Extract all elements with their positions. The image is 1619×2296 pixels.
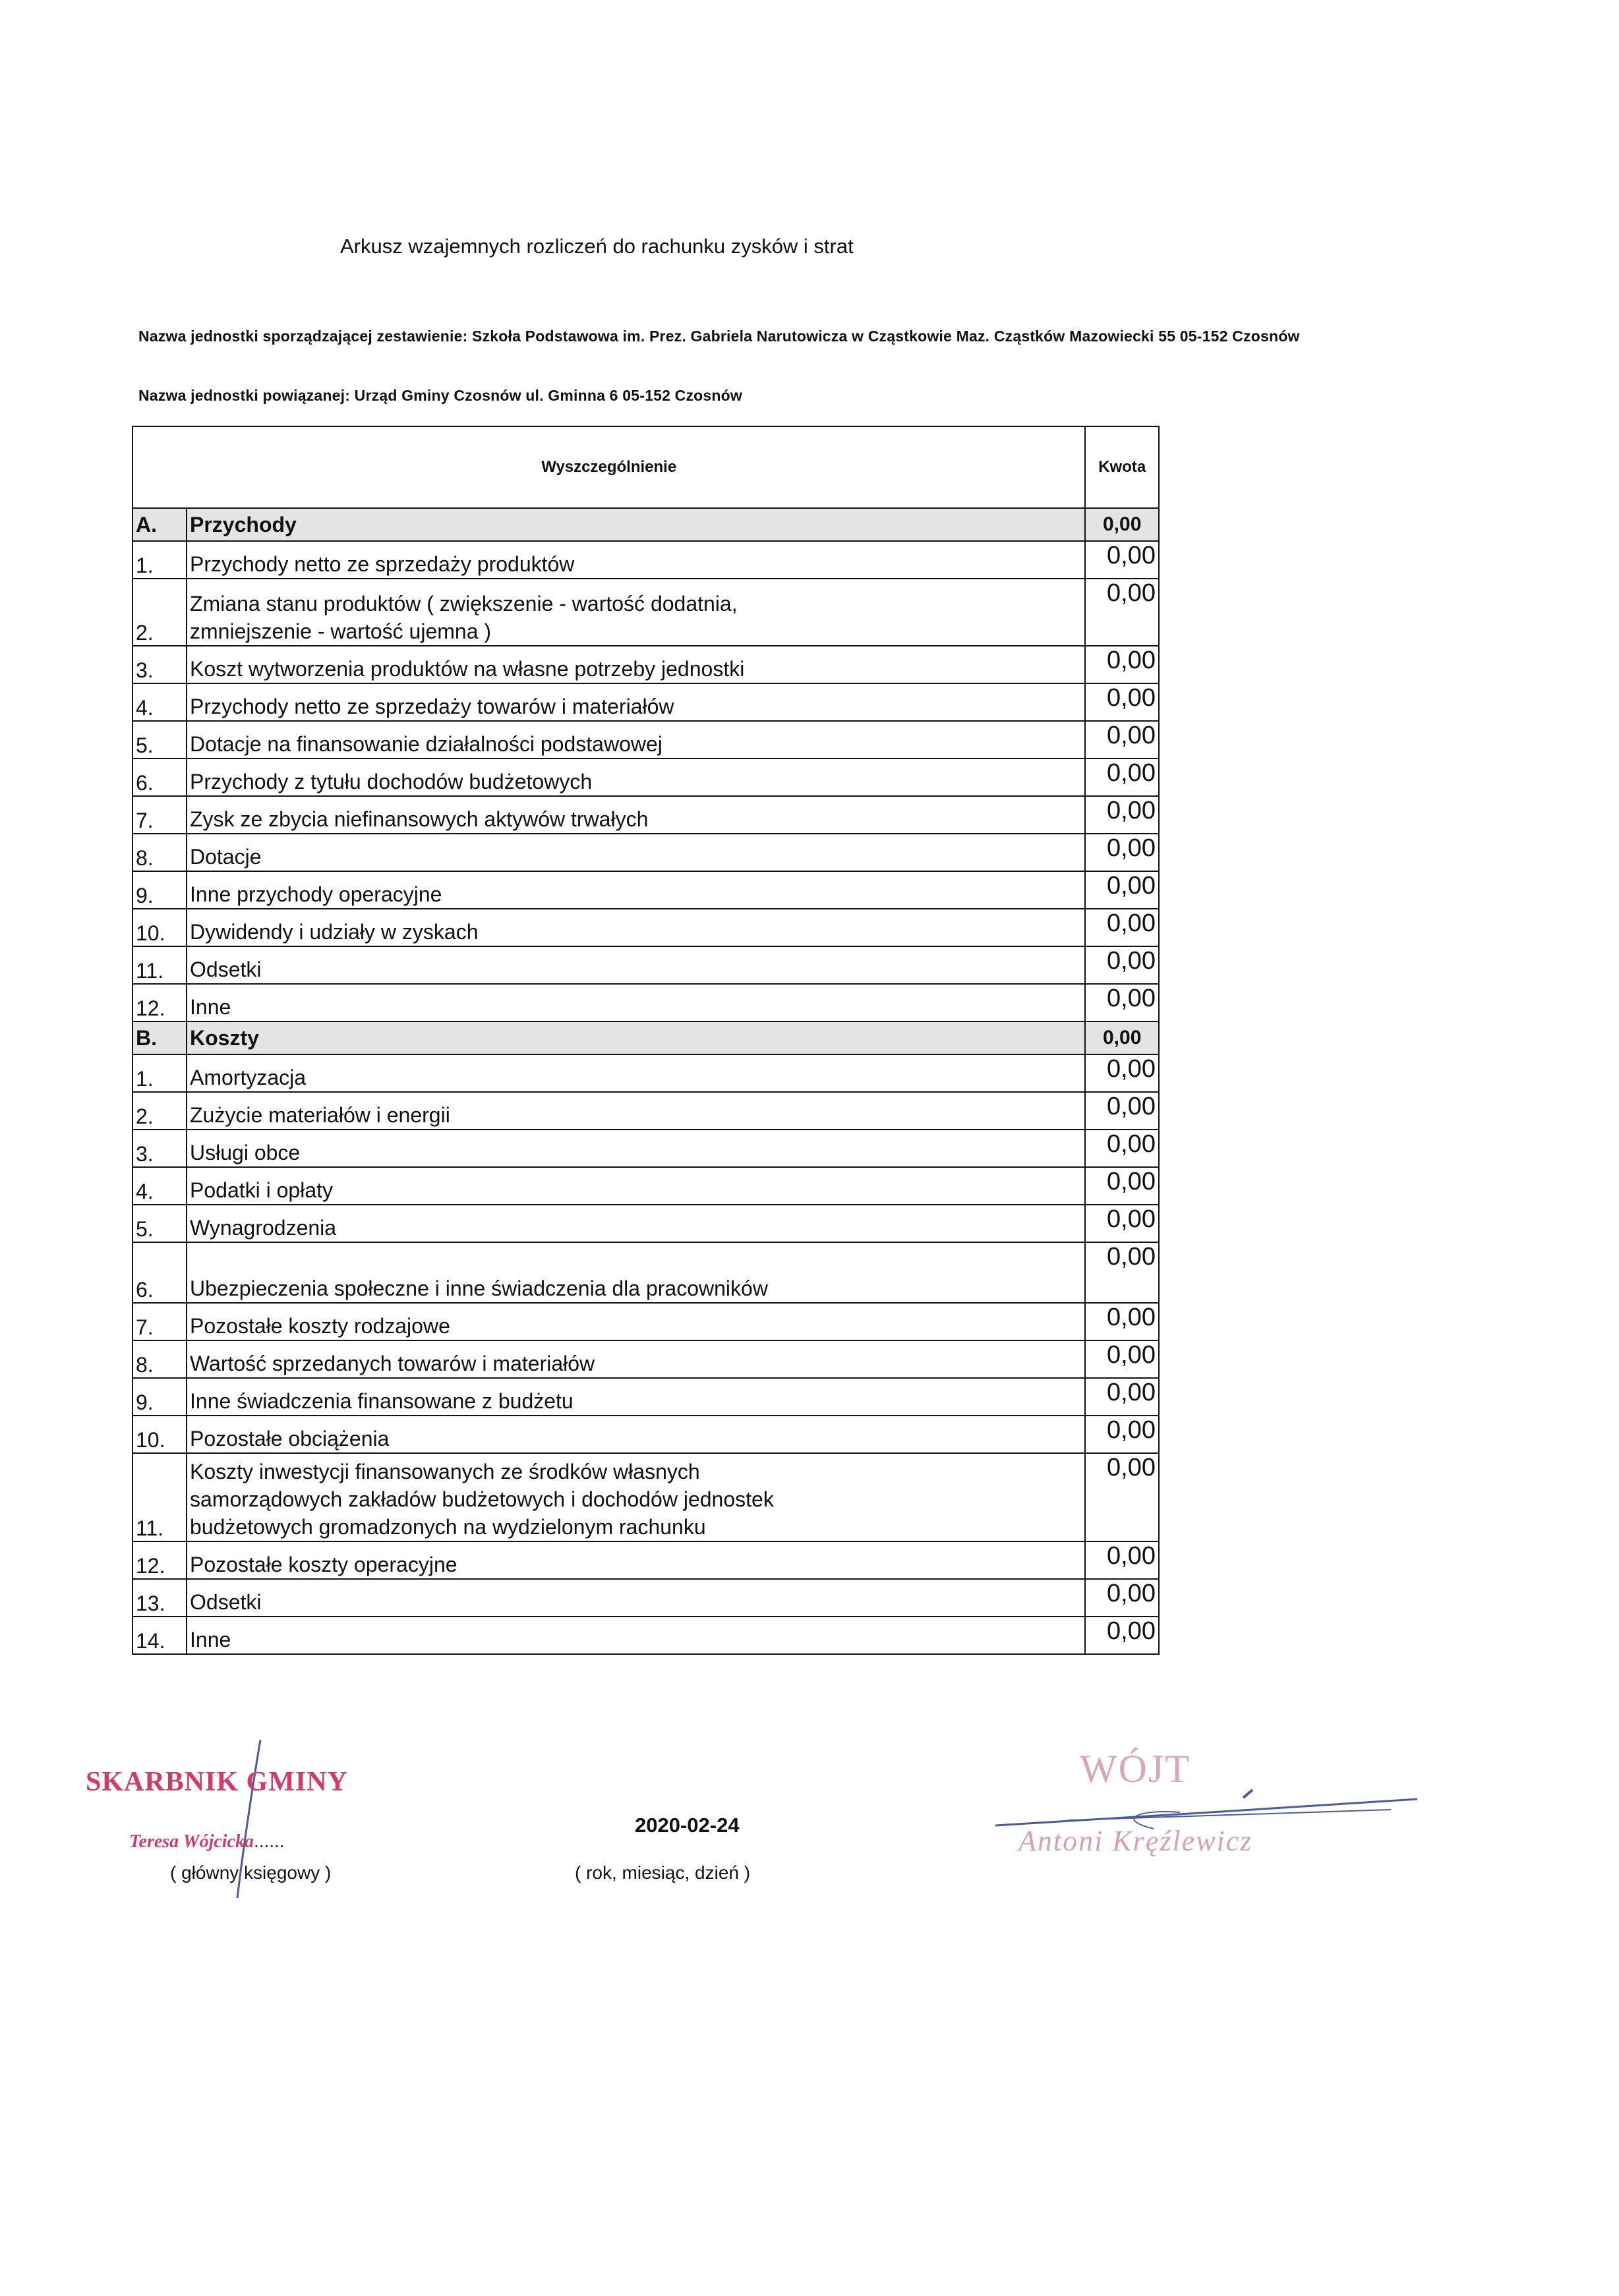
row-number: 3.	[132, 1130, 187, 1167]
related-unit-line: Nazwa jednostki powiązanej: Urząd Gminy Czosnów ul. Gminna 6 05-152 Czosnów	[138, 387, 743, 404]
row-number: 14.	[132, 1617, 187, 1654]
row-amount: 0,00	[1085, 909, 1159, 946]
row-number: 2.	[132, 1092, 187, 1130]
signature-dots: ......	[254, 1831, 285, 1851]
document-date: 2020-02-24	[635, 1814, 740, 1837]
row-number: 12.	[132, 1541, 187, 1579]
row-number: 3.	[132, 646, 187, 683]
row-number: 5.	[132, 721, 187, 759]
column-header-description: Wyszczególnienie	[132, 426, 1085, 508]
row-description: Pozostałe obciążenia	[187, 1416, 1085, 1453]
row-amount: 0,00	[1085, 1579, 1159, 1617]
row-number: 7.	[132, 796, 187, 834]
row-description: Wartość sprzedanych towarów i materiałów	[187, 1340, 1085, 1378]
row-description: Koszty inwestycji finansowanych ze środków własnych samorządowych zakładów budżetowych i dochodów jednostek budżetowych gromadzonych na wydzielonym rachunku	[187, 1453, 1085, 1541]
row-number: 1.	[132, 541, 187, 579]
row-amount: 0,00	[1085, 1054, 1159, 1092]
row-description: Dotacje	[187, 834, 1085, 871]
section-label: B.	[132, 1021, 187, 1054]
row-number: 6.	[132, 1242, 187, 1303]
treasurer-stamp: SKARBNIK GMINY	[86, 1767, 348, 1797]
row-number: 2.	[132, 579, 187, 646]
row-description: Przychody z tytułu dochodów budżetowych	[187, 759, 1085, 796]
row-description: Pozostałe koszty rodzajowe	[187, 1303, 1085, 1340]
row-description: Odsetki	[187, 946, 1085, 984]
row-number: 1.	[132, 1054, 187, 1092]
row-number: 6.	[132, 759, 187, 796]
row-number: 12.	[132, 984, 187, 1021]
row-amount: 0,00	[1085, 721, 1159, 759]
row-number: 4.	[132, 683, 187, 721]
row-number: 4.	[132, 1167, 187, 1205]
row-description: Podatki i opłaty	[187, 1167, 1085, 1205]
row-amount: 0,00	[1085, 1303, 1159, 1340]
row-description: Inne	[187, 984, 1085, 1021]
section-amount: 0,00	[1085, 508, 1159, 541]
row-amount: 0,00	[1085, 1242, 1159, 1303]
column-header-amount: Kwota	[1085, 426, 1159, 508]
row-amount: 0,00	[1085, 1205, 1159, 1242]
row-description: Usługi obce	[187, 1130, 1085, 1167]
treasurer-signature-line	[129, 1831, 285, 1852]
row-amount: 0,00	[1085, 683, 1159, 721]
row-amount: 0,00	[1085, 1453, 1159, 1541]
row-amount: 0,00	[1085, 871, 1159, 909]
row-description: Pozostałe koszty operacyjne	[187, 1541, 1085, 1579]
date-caption: ( rok, miesiąc, dzień )	[575, 1862, 751, 1883]
row-amount: 0,00	[1085, 1167, 1159, 1205]
row-number: 13.	[132, 1579, 187, 1617]
row-amount: 0,00	[1085, 1378, 1159, 1416]
chief-accountant-caption: ( główny księgowy )	[170, 1862, 332, 1883]
row-description: Inne przychody operacyjne	[187, 871, 1085, 909]
row-amount: 0,00	[1085, 1340, 1159, 1378]
row-amount: 0,00	[1085, 984, 1159, 1021]
row-number: 11.	[132, 946, 187, 984]
row-number: 9.	[132, 871, 187, 909]
row-amount: 0,00	[1085, 1617, 1159, 1654]
row-number: 9.	[132, 1378, 187, 1416]
row-amount: 0,00	[1085, 1130, 1159, 1167]
mayor-stamp-name: Antoni Kręźlewicz	[1018, 1825, 1253, 1857]
section-amount: 0,00	[1085, 1021, 1159, 1054]
row-description: Amortyzacja	[187, 1054, 1085, 1092]
row-description: Inne świadczenia finansowane z budżetu	[187, 1378, 1085, 1416]
row-description: Zmiana stanu produktów ( zwiększenie - wartość dodatnia, zmniejszenie - wartość ujemna )	[187, 579, 1085, 646]
row-description: Zysk ze zbycia niefinansowych aktywów trwałych	[187, 796, 1085, 834]
row-number: 5.	[132, 1205, 187, 1242]
treasurer-signature: Teresa Wójcicka	[129, 1831, 254, 1852]
row-amount: 0,00	[1085, 541, 1159, 579]
row-amount: 0,00	[1085, 1092, 1159, 1130]
row-number: 7.	[132, 1303, 187, 1340]
reporting-unit-line: Nazwa jednostki sporządzającej zestawienie: Szkoła Podstawowa im. Prez. Gabriela Narutowicza w Cząstkowie Maz. Cząstków Mazowiecki 55 05-152 Czosnów	[138, 328, 1300, 345]
row-description: Koszt wytworzenia produktów na własne potrzeby jednostki	[187, 646, 1085, 683]
row-amount: 0,00	[1085, 946, 1159, 984]
row-description: Inne	[187, 1617, 1085, 1654]
row-description: Wynagrodzenia	[187, 1205, 1085, 1242]
row-description: Zużycie materiałów i energii	[187, 1092, 1085, 1130]
row-amount: 0,00	[1085, 796, 1159, 834]
row-description: Przychody netto ze sprzedaży produktów	[187, 541, 1085, 579]
row-number: 11.	[132, 1453, 187, 1541]
row-number: 8.	[132, 834, 187, 871]
row-description: Dywidendy i udziały w zyskach	[187, 909, 1085, 946]
mayor-stamp-title: WÓJT	[1080, 1747, 1191, 1791]
row-number: 8.	[132, 1340, 187, 1378]
row-number: 10.	[132, 909, 187, 946]
row-description: Dotacje na finansowanie działalności podstawowej	[187, 721, 1085, 759]
section-label: A.	[132, 508, 187, 541]
row-amount: 0,00	[1085, 1416, 1159, 1453]
row-description: Przychody netto ze sprzedaży towarów i materiałów	[187, 683, 1085, 721]
row-description: Ubezpieczenia społeczne i inne świadczenia dla pracowników	[187, 1242, 1085, 1303]
row-amount: 0,00	[1085, 759, 1159, 796]
row-amount: 0,00	[1085, 579, 1159, 646]
row-number: 10.	[132, 1416, 187, 1453]
row-amount: 0,00	[1085, 1541, 1159, 1579]
row-amount: 0,00	[1085, 834, 1159, 871]
row-description: Odsetki	[187, 1579, 1085, 1617]
section-name: Koszty	[187, 1021, 1085, 1054]
section-name: Przychody	[187, 508, 1085, 541]
row-amount: 0,00	[1085, 646, 1159, 683]
